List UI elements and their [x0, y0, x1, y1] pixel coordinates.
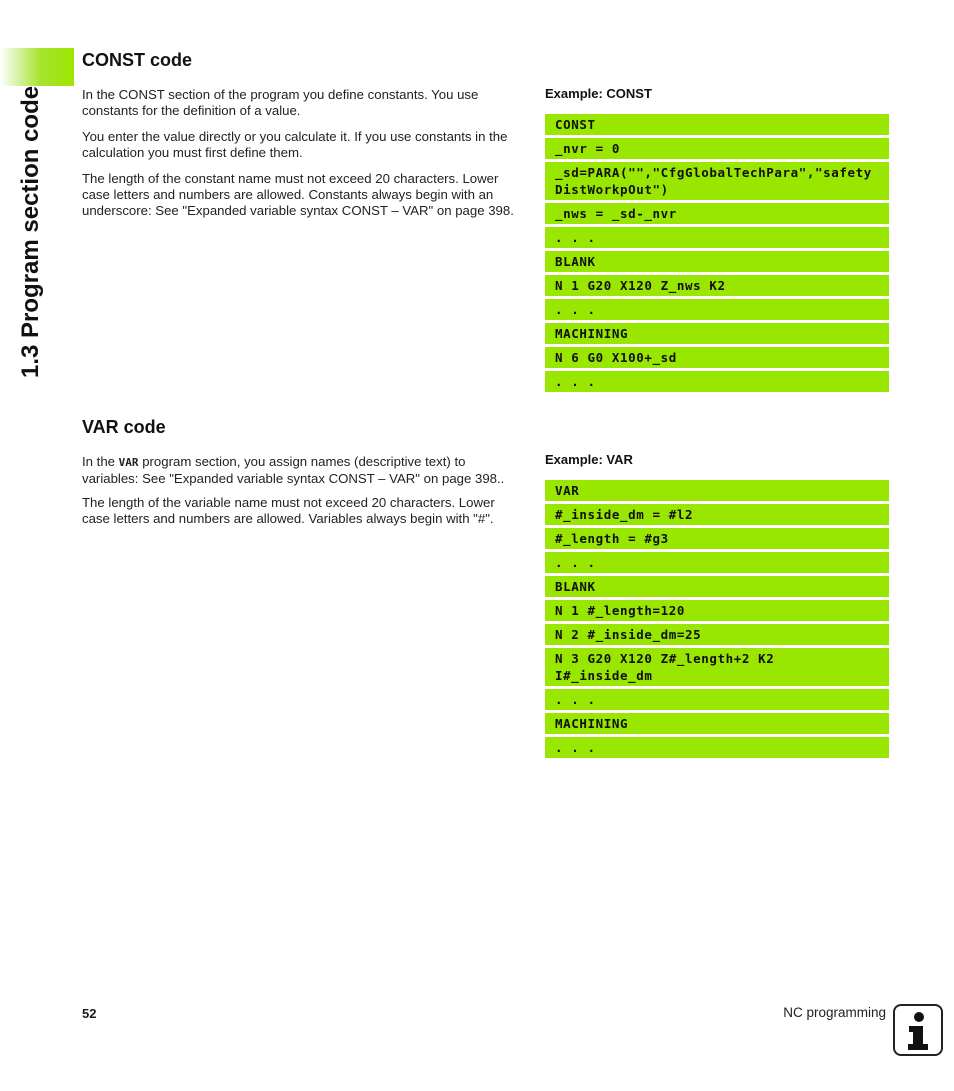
side-chapter-title: 1.3 Program section code: [17, 85, 44, 378]
code-line: N 1 G20 X120 Z_nws K2: [545, 275, 889, 296]
const-heading: CONST code: [82, 50, 193, 70]
var-paragraph-2: The length of the variable name must not exceed 20 characters. Lower case letters and numbers are allowed. Variables always begin with "#".: [82, 495, 495, 526]
code-line: . . .: [545, 299, 889, 320]
var-paragraph-1: [82, 454, 524, 487]
code-line: . . .: [545, 552, 889, 573]
const-paragraph-3: The length of the constant name must not exceed 20 characters. Lower case letters and numbers are allowed. Constants always begin with an underscore: See "Expanded variable syntax CONST – VAR" on page 398.: [82, 171, 514, 218]
code-line: N 2 #_inside_dm=25: [545, 624, 889, 645]
code-line: _nvr = 0: [545, 138, 889, 159]
code-line: N 3 G20 X120 Z#_length+2 K2 I#_inside_dm: [545, 648, 889, 686]
code-line: N 1 #_length=120: [545, 600, 889, 621]
code-line: VAR: [545, 480, 889, 501]
var-keyword: VAR: [118, 456, 139, 469]
var-example-label: Example: VAR: [545, 452, 633, 467]
code-line: . . .: [545, 371, 889, 392]
footer-chapter-title: NC programming: [783, 1005, 886, 1020]
info-icon: [893, 1004, 943, 1056]
const-paragraph-2: You enter the value directly or you calculate it. If you use constants in the calculation you must first define them.: [82, 129, 508, 160]
code-line: BLANK: [545, 251, 889, 272]
code-line: . . .: [545, 689, 889, 710]
var-code-table: [545, 480, 889, 761]
code-line: CONST: [545, 114, 889, 135]
code-line: . . .: [545, 227, 889, 248]
code-line: . . .: [545, 737, 889, 758]
var-paragraph-1-suffix: program section, you assign names (descriptive text) to variables: See "Expanded variable syntax CONST – VAR" on page 398..: [82, 454, 505, 486]
code-line: N 6 G0 X100+_sd: [545, 347, 889, 368]
code-line: #_length = #g3: [545, 528, 889, 549]
code-line: #_inside_dm = #l2: [545, 504, 889, 525]
page-number: 52: [82, 1006, 97, 1021]
var-heading: VAR code: [82, 417, 166, 437]
code-line: MACHINING: [545, 713, 889, 734]
const-example-label: Example: CONST: [545, 86, 652, 101]
code-line: MACHINING: [545, 323, 889, 344]
code-line: BLANK: [545, 576, 889, 597]
const-code-table: [545, 114, 889, 395]
const-paragraph-1: In the CONST section of the program you define constants. You use constants for the definition of a value.: [82, 87, 479, 118]
var-paragraph-1-prefix: In the: [82, 454, 119, 469]
code-line: _nws = _sd-_nvr: [545, 203, 889, 224]
code-line: _sd=PARA("","CfgGlobalTechPara","safetyDistWorkpOut"): [545, 162, 889, 200]
